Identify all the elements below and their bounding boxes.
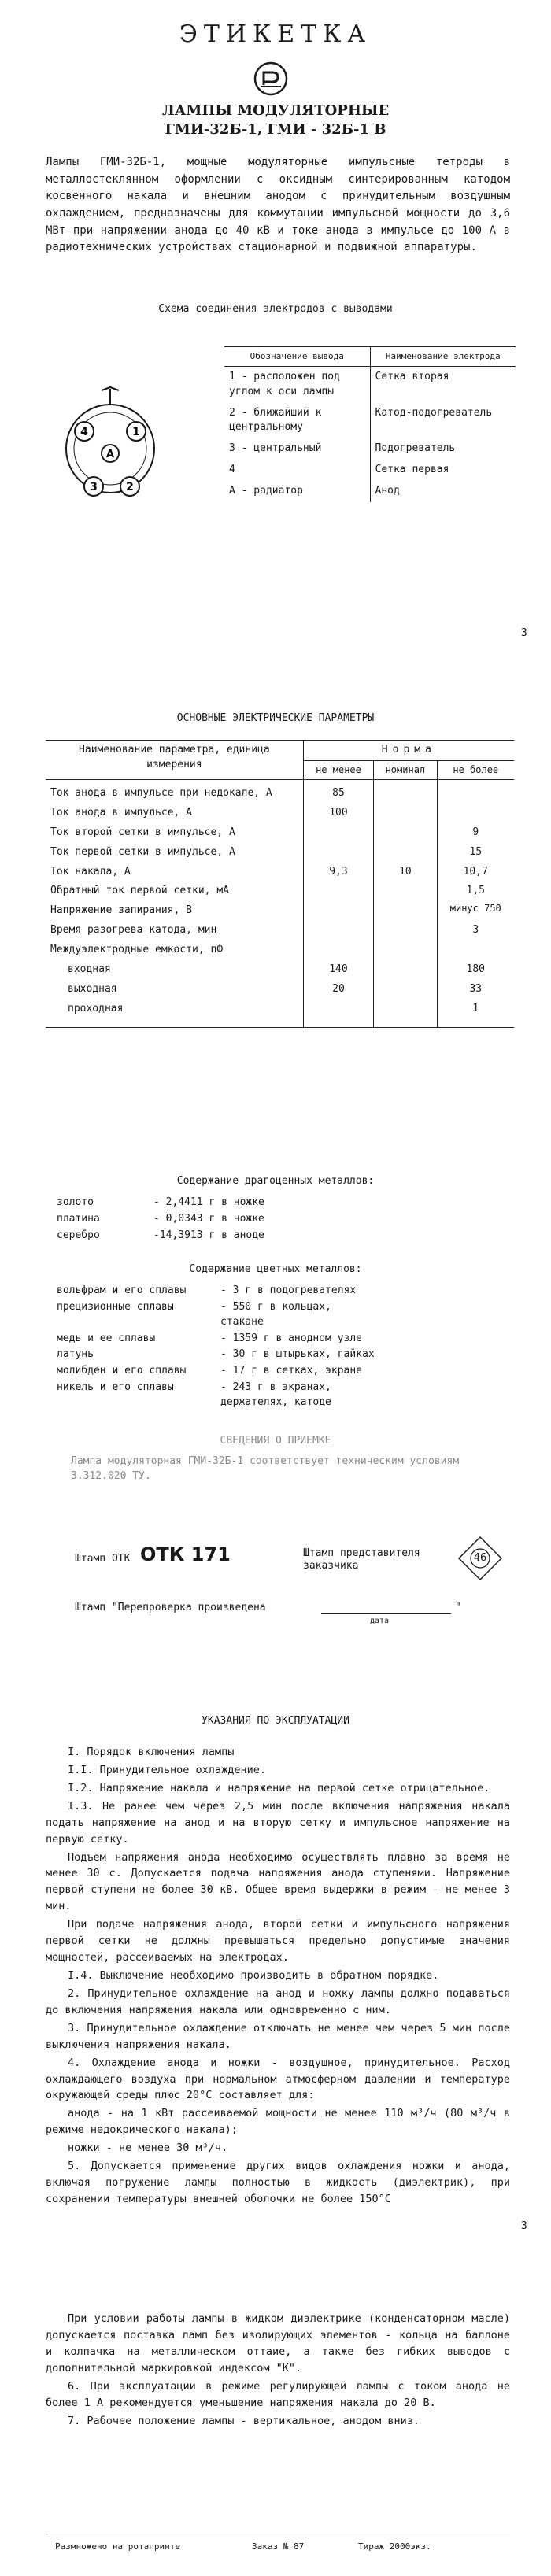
param-row: Ток анода в импульсе, А 100: [46, 804, 514, 823]
intro-paragraph: Лампы ГМИ-32Б-1, мощные модуляторные импульсные тетроды в металлостеклянном оформлении с оксидным синтерированным катодом косвенного накала и внешним анодом с принудительным воздушным охлаждением, предназначены для коммутации импульсной мощности до 3,6 МВт при напряжении анода до 40 кВ и токе анода в импульсе до 100 А в радиотехнических устройствах стационарной и подвижной аппаратуры.: [46, 156, 510, 254]
param-row: Ток накала, А 9,3 10 10,7: [46, 863, 514, 882]
instruction-paragraph: 4. Охлаждение анода и ножки - воздушное, принудительное. Расход охлаждающего воздуха при нормальном атмосферном давлении и температуре окружающей среды плюс 20°С составляет для:: [46, 2056, 510, 2102]
otk-stamp: ОТК 171: [140, 1543, 231, 1565]
customer-stamp: 46: [457, 1535, 504, 1582]
params-col-norm: Норма: [303, 741, 514, 761]
pin-row: 4 Сетка первая: [224, 460, 516, 481]
nonferrous-row: латунь - 30 г в штырьках, гайках: [57, 1348, 375, 1361]
instructions-body: [46, 1744, 510, 2209]
customer-stamp-label: Штамп представителя заказчика: [303, 1547, 420, 1572]
instruction-paragraph: 5. Допускается применение других видов охлаждения ножки и анода, включая погружение лампы полностью в жидкость (диэлектрик), при сохранении температуры внешней оболочки не более 150°С: [46, 2160, 510, 2205]
otk-stamp-label: Штамп ОТК: [75, 1553, 131, 1565]
pin-row: 2 - ближайший к центральному Катод-подогреватель: [224, 403, 516, 439]
param-row: Междуэлектродные емкости, пФ: [46, 941, 514, 960]
recheck-stamp-label: Штамп "Перепроверка произведена: [75, 1602, 266, 1613]
nonferrous-row: медь и ее сплавы - 1359 г в анодном узле: [57, 1332, 363, 1344]
params-title: ОСНОВНЫЕ ЭЛЕКТРИЧЕСКИЕ ПАРАМЕТРЫ: [176, 712, 375, 724]
instruction-paragraph: 2. Принудительное охлаждение на анод и ножку лампы должно подаваться до включения напряжения накала или одновременно с ним.: [46, 1987, 510, 2016]
param-row: Напряжение запирания, В минус 750: [46, 901, 514, 921]
pin-table: [224, 346, 516, 502]
pin-row: 1 - расположен под углом к оси лампы Сетка вторая: [224, 366, 516, 402]
recheck-date-line: [321, 1613, 451, 1614]
acceptance-text: Лампа модуляторная ГМИ-32Б-1 соответствует техническим условиям 3.312.020 ТУ.: [71, 1455, 460, 1482]
param-row: проходная 1: [46, 1000, 514, 1028]
precious-title: Содержание драгоценных металлов:: [176, 1175, 375, 1187]
param-row: Ток второй сетки в импульсе, А 9: [46, 823, 514, 843]
diagram-label-1: 1: [132, 426, 140, 438]
instruction-paragraph: I.3. Не ранее чем через 2,5 мин после включения напряжения накала подать напряжение на анод и на вторую сетку и импульсное напряжение на первую сетку.: [46, 1799, 510, 1846]
nonferrous-title: Содержание цветных металлов:: [189, 1263, 362, 1275]
side-mark: 3: [521, 2220, 527, 2232]
param-row: Ток анода в импульсе при недокале, А 85: [46, 780, 514, 804]
instruction-paragraph: I.I. Принудительное охлаждение.: [68, 1763, 266, 1776]
instruction-paragraph: При подаче напряжения анода, второй сетки и импульсного напряжения первой сетки не должны превышаться предельно допустимые значения мощностей, рассеиваемых на электродах.: [46, 1918, 510, 1964]
nonferrous-table: [57, 1283, 384, 1411]
nonferrous-row: молибден и его сплавы - 17 г в сетках, экране: [57, 1365, 363, 1377]
diagram-label-anode: A: [105, 449, 115, 460]
diagram-label-4: 4: [80, 426, 88, 438]
nonferrous-row: вольфрам и его сплавы - 3 г в подогревателях: [57, 1284, 357, 1296]
instruction-paragraph: ножки - не менее 30 м³/ч.: [68, 2142, 228, 2155]
param-row: Время разогрева катода, мин 3: [46, 921, 514, 941]
recheck-stamp-end: ": [455, 1602, 461, 1613]
params-col-nom: номинал: [374, 760, 437, 779]
param-row: Ток первой сетки в импульсе, А 15: [46, 843, 514, 863]
param-row: Обратный ток первой сетки, мА 1,5: [46, 881, 514, 901]
instruction-paragraph: 6. При эксплуатации в режиме регулирующей лампы с током анода не более 1 А рекомендуется уменьшение напряжения накала до 20 В.: [46, 2379, 510, 2409]
params-col-min: не менее: [303, 760, 373, 779]
side-mark: 3: [521, 627, 527, 639]
diagram-label-2: 2: [126, 481, 134, 493]
instruction-paragraph: Подъем напряжения анода необходимо осуществлять плавно за время не менее 30 с. Допускается подача напряжения анода ступенями. Напряжение первой ступени не более 30 кВ. Общее время выдержки в режим - не менее 3 мин.: [46, 1850, 510, 1913]
pin-row: 3 - центральный Подогреватель: [224, 438, 516, 460]
footer-circulation: Тираж 2000экз.: [358, 2541, 431, 2552]
nonferrous-row: никель и его сплавы - 243 г в экранах, держателях, катоде: [57, 1381, 331, 1408]
param-row: выходная 20 33: [46, 980, 514, 1000]
pin-col-designation: Обозначение вывода: [224, 347, 370, 367]
footer-order: Заказ № 87: [252, 2541, 305, 2552]
instruction-paragraph: 3. Принудительное охлаждение отключать не менее чем через 5 мин после выключения напряжения накала.: [46, 2021, 510, 2051]
pin-col-electrode: Наименование электрода: [385, 351, 501, 361]
quality-mark-logo: [253, 61, 288, 96]
precious-row: золото - 2,4411 г в ножке: [57, 1196, 264, 1208]
instruction-paragraph: При условии работы лампы в жидком диэлектрике (конденсаторном масле) допускается поставка ламп без изолирующих элементов - кольца на баллоне и колпачка на металлическом оттаие, а также без гибких выводов с дополнительной маркировкой индексом "К".: [46, 2312, 510, 2375]
instructions-continued: [46, 2311, 510, 2430]
pin-row: А - радиатор Анод: [224, 481, 516, 502]
scheme-title: Схема соединения электродов с выводами: [158, 303, 393, 315]
page-title: ЭТИКЕТКА: [179, 20, 372, 48]
params-col-max: не более: [437, 760, 514, 779]
date-caption: дата: [370, 1617, 390, 1625]
footer-printing: Размножено на ротапринте: [55, 2541, 180, 2552]
instruction-paragraph: I. Порядок включения лампы: [68, 1746, 235, 1758]
instructions-title: УКАЗАНИЯ ПО ЭКСПЛУАТАЦИИ: [202, 1715, 349, 1727]
electrode-diagram: [43, 386, 177, 512]
params-table: [46, 740, 514, 1028]
instruction-paragraph: I.4. Выключение необходимо производить в обратном порядке.: [68, 1968, 439, 1982]
params-col-name: Наименование параметра, единица измерения: [46, 741, 303, 780]
param-row: входная 140 180: [46, 960, 514, 980]
product-models: ГМИ-32Б-1, ГМИ - 32Б-1 В: [165, 121, 386, 138]
diagram-label-3: 3: [90, 481, 98, 493]
instruction-paragraph: анода - на 1 кВт рассеиваемой мощности не менее 110 м³/ч (80 м³/ч в режиме недокрического накала);: [46, 2107, 510, 2137]
precious-table: [57, 1195, 271, 1244]
precious-row: платина - 0,0343 г в ножке: [57, 1212, 264, 1225]
instruction-paragraph: 7. Рабочее положение лампы - вертикальное, анодом вниз.: [68, 2414, 420, 2427]
product-name: ЛАМПЫ МОДУЛЯТОРНЫЕ: [161, 102, 390, 119]
acceptance-title: СВЕДЕНИЯ О ПРИЕМКЕ: [220, 1435, 331, 1447]
instruction-paragraph: I.2. Напряжение накала и напряжение на первой сетке отрицательное.: [68, 1781, 490, 1794]
precious-row: серебро -14,3913 г в аноде: [57, 1229, 264, 1241]
nonferrous-row: прецизионные сплавы - 550 г в кольцах, стакане: [57, 1300, 331, 1328]
